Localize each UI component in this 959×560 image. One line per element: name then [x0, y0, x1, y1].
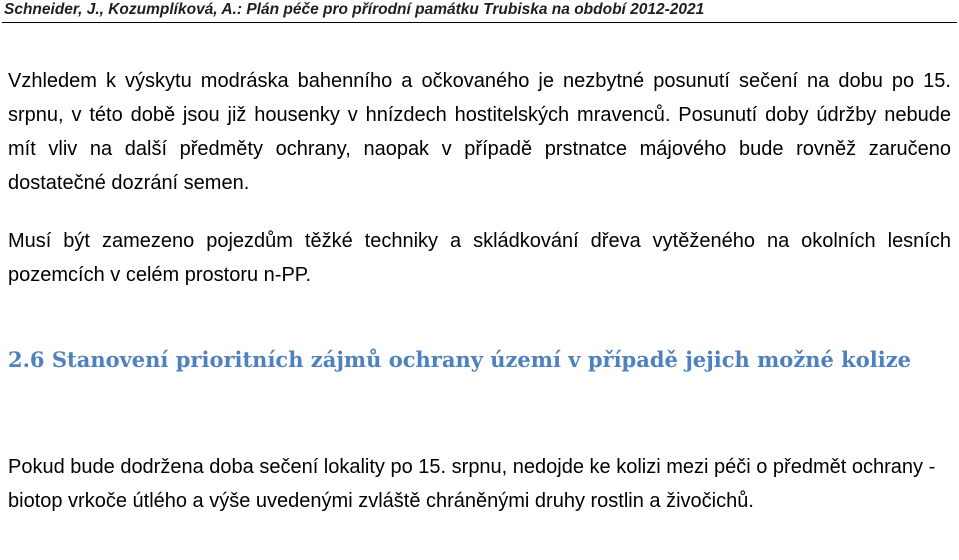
running-header: Schneider, J., Kozumplíková, A.: Plán péče pro přírodní památku Trubiska na období 2012-2021 — [4, 1, 705, 18]
paragraph-mowing-timing: Vzhledem k výskytu modráska bahenního a očkovaného je nezbytné posunutí sečení na dobu po 15. srpnu, v této době jsou již housenky v hnízdech hostitelských mravenců. Posunutí doby údržby nebude mít vliv na další předměty ochrany, naopak v případě prstnatce májového bude rovněž zaručeno dostatečné dozrání semen. — [8, 70, 951, 194]
header-divider — [2, 22, 957, 23]
section-heading: 2.6 Stanovení prioritních zájmů ochrany území v případě jejich možné kolize — [8, 347, 911, 372]
paragraph-conflict-resolution: Pokud bude dodržena doba sečení lokality po 15. srpnu, nedojde ke kolizi mezi péči o předmět ochrany - biotop vrkoče útlého a výše uvedenými zvláště chráněnými druhy rostlin a živočichů. — [8, 456, 936, 512]
paragraph-heavy-machinery: Musí být zamezeno pojezdům těžké techniky a skládkování dřeva vytěženého na okolních lesních pozemcích v celém prostoru n-PP. — [8, 230, 951, 286]
